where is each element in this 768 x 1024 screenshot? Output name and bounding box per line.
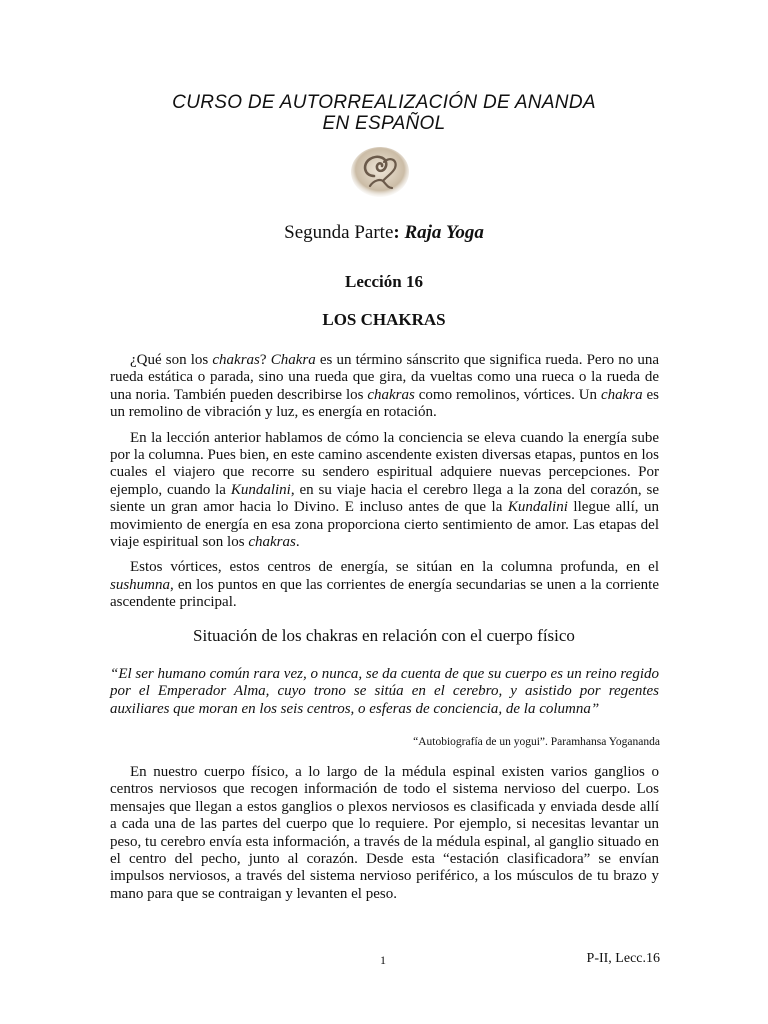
paragraph: En nuestro cuerpo físico, a lo largo de la médula espinal existen varios ganglios o centros nerviosos que recogen información de todo el sistema nervioso del cuerpo. Los mensajes que llegan a estos ganglios o plexos nerviosos es clasificada y enviada desde allí a cada una de las partes del cuerpo que lo requiere. Por ejemplo, si necesitas levantar un peso, tu cerebro envía esta información, a través de la médula espinal, al ganglio situado en el centro del pecho, junto al corazón. Desde esta “estación clasificadora” se envían impulsos nerviosos, a través del sistema nervioso periférico, a los músculos de tu brazo y mano para que se contraigan y levanten el peso.	[110, 764, 659, 902]
intro-text	[110, 352, 659, 620]
footer-reference: P-II, Lecc.16	[586, 951, 660, 966]
subheading: Situación de los chakras en relación con el cuerpo físico	[193, 626, 575, 645]
paragraph: Estos vórtices, estos centros de energía, se sitúan en la columna profunda, en el sushumna, en los puntos en que las corrientes de energía secundarias se unen a la corriente ascendente principal.	[110, 559, 659, 611]
part-colon: :	[393, 222, 400, 243]
quote-attribution: “Autobiografía de un yogui”. Paramhansa Yogananda	[413, 736, 660, 748]
lesson-number: Lección 16	[345, 272, 423, 291]
paragraph: En la lección anterior hablamos de cómo la conciencia se eleva cuando la energía sube por la columna. Pues bien, en este camino ascendente existen diversas etapas, puntos en los cuales el viajero que recorre su sendero espiritual adquiere nuevas percepciones. Por ejemplo, cuando la Kundalini, en su viaje hacia el cerebro llega a la zona del corazón, se siente un gran amor hacia lo Divino. E incluso antes de que la Kundalini llegue allí, un movimiento de energía en esa zona proporciona cierto sentimiento de amor. Las etapas del viaje espiritual son los chakras.	[110, 429, 660, 551]
body-text	[110, 764, 659, 911]
section-title: LOS CHAKRAS	[322, 310, 446, 329]
ananda-logo-icon	[350, 146, 410, 198]
part-prefix: Segunda Parte	[284, 222, 394, 243]
yogananda-quote: “El ser humano común rara vez, o nunca, se da cuenta de que su cuerpo es un reino regido por el Emperador Alma, cuyo trono se sitúa en el cerebro, y asistido por regentes auxiliares que moran en los seis centros, o esferas de conciencia, de la columna”	[110, 666, 659, 717]
course-title-line1: CURSO DE AUTORREALIZACIÓN DE ANANDA	[172, 92, 596, 113]
course-title-line2: EN ESPAÑOL	[322, 113, 446, 134]
part-name: Raja Yoga	[404, 222, 484, 243]
page-number: 1	[380, 953, 386, 967]
paragraph: ¿Qué son los chakras? Chakra es un término sánscrito que significa rueda. Pero no una rueda estática o parada, sino una rueda que gira, da vueltas como una rueca o la rueda de una noria. También pueden describirse los chakras como remolinos, vórtices. Un chakra es un remolino de vibración y luz, es energía en rotación.	[110, 352, 659, 421]
part-heading	[0, 222, 768, 244]
